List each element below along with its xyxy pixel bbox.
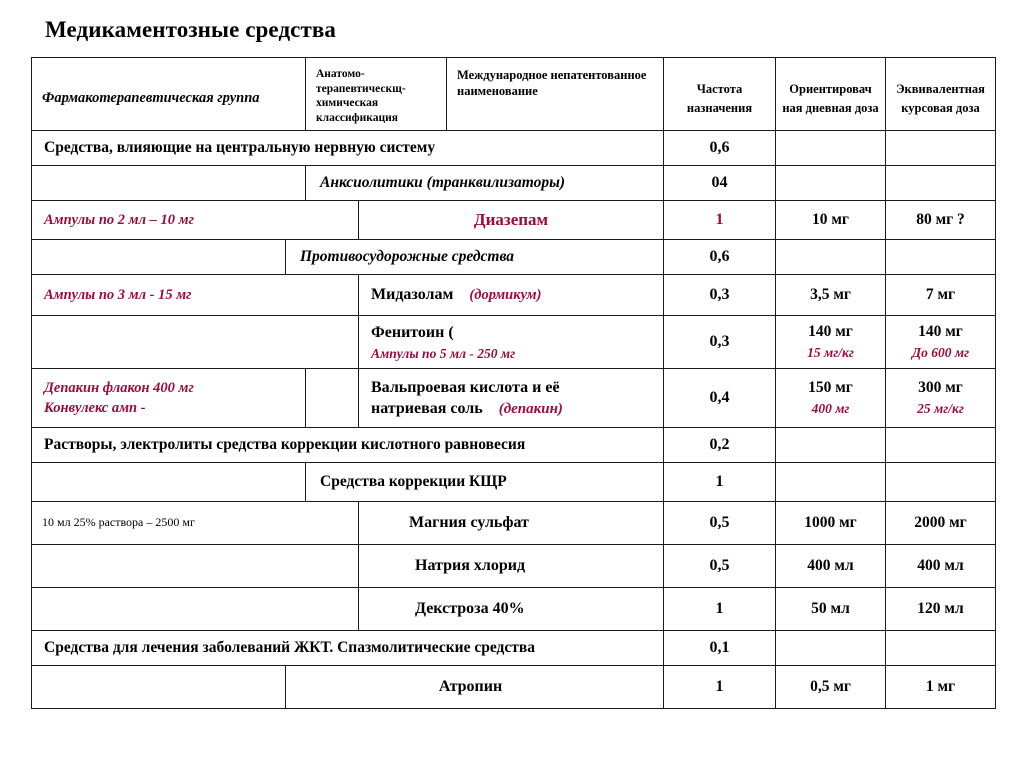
row-daily-dose-cell: [776, 240, 886, 275]
row-inn-cell: [286, 666, 664, 709]
table-row: [32, 502, 996, 545]
inn-name: Декстроза 40%: [415, 600, 525, 618]
row-daily-dose-cell: [776, 588, 886, 631]
table-row: [32, 131, 996, 166]
frequency-value: 0,1: [709, 639, 730, 657]
row-frequency-cell: [664, 666, 776, 709]
frequency-value: 0,3: [709, 333, 730, 351]
table-row: [32, 588, 996, 631]
row-group-cell: [32, 369, 306, 428]
daily-dose-value: 150 мг: [808, 378, 853, 396]
inn-sub-note: Ампулы по 5 мл - 250 мг: [371, 345, 516, 361]
header-label-group: Фармакотерапевтическая группа: [42, 90, 260, 107]
group-note: Ампулы по 3 мл - 15 мг: [44, 286, 192, 303]
inn-brand-name: (дормикум): [469, 287, 542, 304]
group-note: [32, 683, 285, 691]
course-dose-value: 7 мг: [925, 286, 956, 304]
inn-name: Диазепам: [473, 209, 549, 229]
row-daily-dose-cell: [776, 166, 886, 201]
frequency-value: 0,6: [709, 248, 730, 266]
row-group-cell: [32, 502, 359, 545]
frequency-value: 1: [715, 211, 724, 229]
row-course-dose-cell: [886, 316, 996, 369]
course-dose-value: 2000 мг: [914, 514, 967, 532]
row-course-dose-cell: [886, 631, 996, 666]
row-group-cell: [32, 275, 359, 316]
inn-name: Фенитоин (: [371, 323, 454, 341]
subsection-label: Противосудорожные средства: [300, 247, 515, 265]
inn-name: Натрия хлорид: [415, 557, 526, 575]
row-course-dose-cell: [886, 201, 996, 240]
row-atc-cell: [306, 369, 359, 428]
row-inn-cell: [359, 201, 664, 240]
group-note-line2: Конвулекс амп -: [44, 400, 146, 416]
row-daily-dose-cell: [776, 131, 886, 166]
daily-dose-value: 10 мг: [812, 211, 849, 229]
row-frequency-cell: [664, 631, 776, 666]
course-dose-value: 140 мг: [918, 322, 963, 340]
group-note: [32, 605, 358, 613]
table-row: [32, 428, 996, 463]
daily-dose-sub-value: 400 мг: [811, 401, 850, 417]
table-row: [32, 275, 996, 316]
row-course-dose-cell: [886, 545, 996, 588]
row-daily-dose-cell: [776, 316, 886, 369]
section-label: Растворы, электролиты средства коррекции кислотного равновесия: [44, 435, 526, 453]
row-group-cell: [32, 316, 359, 369]
course-dose-sub-value: До 600 мг: [911, 345, 970, 361]
inn-brand-name: (депакин): [498, 400, 563, 417]
row-inn-cell: [359, 502, 664, 545]
daily-dose-value: 400 мл: [807, 557, 854, 575]
row-section-label-cell: [32, 428, 664, 463]
row-frequency-cell: [664, 240, 776, 275]
row-frequency-cell: [664, 502, 776, 545]
row-daily-dose-cell: [776, 201, 886, 240]
table-row: [32, 166, 996, 201]
row-group-cell: [32, 463, 306, 502]
group-note: Ампулы по 2 мл – 10 мг: [44, 211, 194, 228]
row-subsection-label-cell: [306, 166, 664, 201]
row-group-cell: [32, 545, 359, 588]
row-frequency-cell: [664, 369, 776, 428]
course-dose-value: 80 мг ?: [916, 211, 965, 229]
frequency-value: 04: [711, 174, 728, 192]
row-frequency-cell: [664, 588, 776, 631]
header-label-frequency: Частота назначения: [686, 81, 753, 115]
row-daily-dose-cell: [776, 275, 886, 316]
header-label-atc: Анатомо-терапевтическщ-химическая классификация: [316, 68, 406, 125]
row-group-cell: [32, 166, 306, 201]
inn-name: Атропин: [438, 678, 503, 696]
header-label-course-dose: Эквивалентная курсовая доза: [896, 81, 985, 115]
row-inn-cell: [359, 545, 664, 588]
row-course-dose-cell: [886, 369, 996, 428]
header-cell-course-dose: [886, 58, 996, 131]
row-course-dose-cell: [886, 502, 996, 545]
row-group-cell: [32, 201, 359, 240]
row-frequency-cell: [664, 166, 776, 201]
section-label: Средства для лечения заболеваний ЖКТ. Спазмолитические средства: [44, 638, 535, 656]
subsection-label: Анксиолитики (транквилизаторы): [320, 173, 566, 191]
frequency-value: 0,2: [709, 436, 730, 454]
header-cell-atc-wrap: [306, 58, 664, 131]
row-section-label-cell: [32, 131, 664, 166]
daily-dose-value: 1000 мг: [804, 514, 857, 532]
frequency-value: 0,5: [709, 557, 730, 575]
frequency-value: 1: [715, 600, 724, 618]
row-frequency-cell: [664, 275, 776, 316]
row-course-dose-cell: [886, 463, 996, 502]
group-note-line1: Депакин флакон 400 мг: [44, 379, 194, 396]
table-row: [32, 463, 996, 502]
row-daily-dose-cell: [776, 502, 886, 545]
course-dose-sub-value: 25 мг/кг: [917, 401, 964, 417]
header-cell-group: [32, 58, 306, 131]
row-group-cell: [32, 666, 286, 709]
inn-name-line2: натриевая соль: [371, 399, 483, 417]
row-inn-cell: [359, 588, 664, 631]
row-group-cell: [32, 588, 359, 631]
daily-dose-value: 0,5 мг: [810, 678, 851, 696]
row-daily-dose-cell: [776, 369, 886, 428]
frequency-value: 1: [715, 473, 724, 491]
frequency-value: 0,3: [709, 286, 730, 304]
daily-dose-value: 50 мл: [811, 600, 850, 618]
table-row: [32, 545, 996, 588]
course-dose-value: 300 мг: [918, 378, 963, 396]
row-course-dose-cell: [886, 166, 996, 201]
course-dose-value: 400 мл: [917, 557, 964, 575]
medication-table: [31, 57, 996, 709]
row-subsection-label-cell: [286, 240, 664, 275]
course-dose-value: 1 мг: [925, 678, 956, 696]
group-note: [32, 562, 358, 570]
row-frequency-cell: [664, 131, 776, 166]
row-inn-cell: [359, 316, 664, 369]
frequency-value: 0,6: [709, 139, 730, 157]
row-daily-dose-cell: [776, 428, 886, 463]
header-cell-frequency: [664, 58, 776, 131]
row-section-label-cell: [32, 631, 664, 666]
frequency-value: 1: [715, 678, 724, 696]
row-course-dose-cell: [886, 131, 996, 166]
header-label-inn: Международное непатентованное наименование: [457, 68, 647, 98]
table-header-row: [32, 58, 996, 131]
row-daily-dose-cell: [776, 463, 886, 502]
table-row: [32, 369, 996, 428]
row-group-cell: [32, 240, 286, 275]
table-row: [32, 201, 996, 240]
daily-dose-value: 140 мг: [808, 322, 853, 340]
subsection-label: Средства коррекции КЩР: [320, 472, 507, 490]
row-daily-dose-cell: [776, 666, 886, 709]
row-daily-dose-cell: [776, 631, 886, 666]
row-course-dose-cell: [886, 275, 996, 316]
course-dose-value: 120 мл: [917, 600, 964, 618]
inn-name-line1: Вальпроевая кислота и её: [371, 378, 560, 396]
row-inn-cell: [359, 275, 664, 316]
row-frequency-cell: [664, 201, 776, 240]
row-course-dose-cell: [886, 666, 996, 709]
group-note: 10 мл 25% раствора – 2500 мг: [42, 515, 195, 530]
row-course-dose-cell: [886, 428, 996, 463]
daily-dose-value: 3,5 мг: [810, 286, 851, 304]
frequency-value: 0,4: [709, 389, 730, 407]
row-frequency-cell: [664, 463, 776, 502]
frequency-value: 0,5: [709, 514, 730, 532]
inn-name: Мидазолам: [371, 286, 454, 304]
group-note: [32, 338, 358, 346]
row-subsection-label-cell: [306, 463, 664, 502]
row-course-dose-cell: [886, 588, 996, 631]
page-title: Медикаментозные средства: [45, 17, 337, 42]
row-daily-dose-cell: [776, 545, 886, 588]
row-course-dose-cell: [886, 240, 996, 275]
table-row: [32, 316, 996, 369]
table-row: [32, 666, 996, 709]
row-frequency-cell: [664, 316, 776, 369]
row-frequency-cell: [664, 428, 776, 463]
header-label-daily-dose: Ориентировач ная дневная доза: [782, 81, 879, 115]
header-cell-daily-dose: [776, 58, 886, 131]
row-frequency-cell: [664, 545, 776, 588]
table-row: [32, 631, 996, 666]
inn-name: Магния сульфат: [409, 514, 529, 532]
table-row: [32, 240, 996, 275]
row-inn-cell: [359, 369, 664, 428]
section-label: Средства, влияющие на центральную нервную систему: [44, 138, 436, 156]
daily-dose-sub-value: 15 мг/кг: [807, 345, 854, 361]
